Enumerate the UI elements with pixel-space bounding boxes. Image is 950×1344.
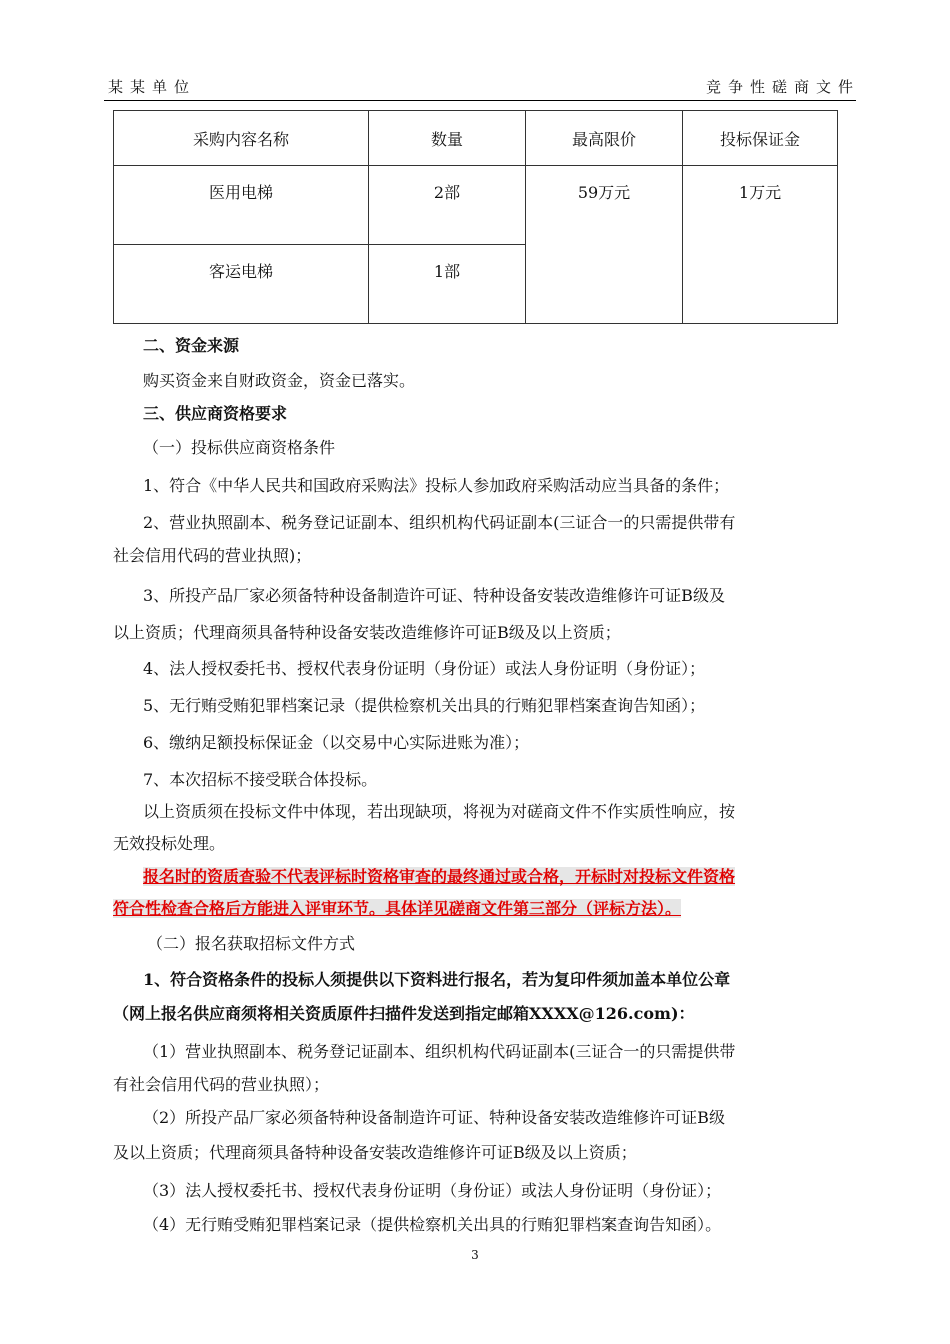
header-cell-deposit: 投标保证金 bbox=[683, 111, 838, 166]
page-header bbox=[104, 74, 860, 101]
table-row bbox=[114, 166, 838, 245]
cell-max-price: 59万元 bbox=[526, 166, 683, 324]
material-item-2-line2: 及以上资质；代理商须具备特种设备安装改造维修许可证B级及以上资质； bbox=[113, 1143, 637, 1162]
header-cell-item: 采购内容名称 bbox=[114, 111, 369, 166]
condition-item-4: 4、法人授权委托书、授权代表身份证明（身份证）或法人身份证明（身份证）； bbox=[143, 659, 706, 678]
header-doc-title: 竞争性磋商文件 bbox=[705, 78, 860, 96]
section-funding-body: 购买资金来自财政资金，资金已落实。 bbox=[143, 371, 416, 390]
qualification-note-line2: 无效投标处理。 bbox=[113, 834, 226, 853]
section-qualification-title: 三、供应商资格要求 bbox=[143, 404, 288, 423]
page-number: 3 bbox=[471, 1248, 479, 1262]
cell-item-name: 客运电梯 bbox=[114, 245, 369, 324]
cell-deposit: 1万元 bbox=[683, 166, 838, 324]
condition-item-6: 6、缴纳足额投标保证金（以交易中心实际进账为准）； bbox=[143, 733, 530, 752]
registration-line2: （网上报名供应商须将相关资质原件扫描件发送到指定邮箱XXXX@126.com)： bbox=[113, 1004, 695, 1023]
condition-item-5: 5、无行贿受贿犯罪档案记录（提供检察机关出具的行贿犯罪档案查询告知函）； bbox=[143, 696, 706, 715]
material-item-2-line1: （2）所投产品厂家必须备特种设备制造许可证、特种设备安装改造维修许可证B级 bbox=[143, 1108, 725, 1127]
material-item-3: （3）法人授权委托书、授权代表身份证明（身份证）或法人身份证明（身份证）； bbox=[143, 1181, 722, 1200]
registration-line1: 1、符合资格条件的投标人须提供以下资料进行报名，若为复印件须加盖本单位公章 bbox=[143, 970, 731, 989]
condition-item-2-line1: 2、营业执照副本、税务登记证副本、组织机构代码证副本(三证合一的只需提供带有 bbox=[143, 513, 736, 532]
cell-qty: 2部 bbox=[369, 166, 526, 245]
condition-item-3-line2: 以上资质；代理商须具备特种设备安装改造维修许可证B级及以上资质； bbox=[113, 623, 621, 642]
condition-item-2-line2: 社会信用代码的营业执照)； bbox=[113, 546, 312, 565]
condition-item-3-line1: 3、所投产品厂家必须备特种设备制造许可证、特种设备安装改造维修许可证B级及 bbox=[143, 586, 725, 605]
material-item-1-line2: 有社会信用代码的营业执照）； bbox=[113, 1075, 330, 1094]
red-notice-line2 bbox=[113, 898, 681, 920]
red-notice-text-2: 符合性检查合格后方能进入评审环节。具体详见磋商文件第三部分（评标方法）。 bbox=[113, 899, 682, 918]
cell-qty: 1部 bbox=[369, 245, 526, 324]
material-item-4: （4）无行贿受贿犯罪档案记录（提供检察机关出具的行贿犯罪档案查询告知函）。 bbox=[143, 1215, 722, 1234]
red-notice-text-1: 报名时的资质查验不代表评标时资格审查的最终通过或合格，开标时对投标文件资格 bbox=[143, 867, 736, 886]
condition-item-7: 7、本次招标不接受联合体投标。 bbox=[143, 770, 378, 789]
material-item-1-line1: （1）营业执照副本、税务登记证副本、组织机构代码证副本(三证合一的只需提供带 bbox=[143, 1042, 736, 1061]
condition-item-1: 1、符合《中华人民共和国政府采购法》投标人参加政府采购活动应当具备的条件； bbox=[143, 476, 730, 495]
red-notice-line1 bbox=[143, 866, 735, 888]
section-funding-title: 二、资金来源 bbox=[143, 336, 240, 355]
subsection-registration-title: （二）报名获取招标文件方式 bbox=[147, 934, 356, 953]
qualification-note-line1: 以上资质须在投标文件中体现，若出现缺项，将视为对磋商文件不作实质性响应，按 bbox=[143, 802, 736, 821]
header-cell-max-price: 最高限价 bbox=[526, 111, 683, 166]
cell-item-name: 医用电梯 bbox=[114, 166, 369, 245]
subsection-conditions-title: （一）投标供应商资格条件 bbox=[143, 438, 336, 457]
header-cell-qty: 数量 bbox=[369, 111, 526, 166]
table-header-row bbox=[114, 111, 838, 166]
header-org-name: 某某单位 bbox=[108, 78, 197, 96]
procurement-table bbox=[113, 110, 838, 324]
